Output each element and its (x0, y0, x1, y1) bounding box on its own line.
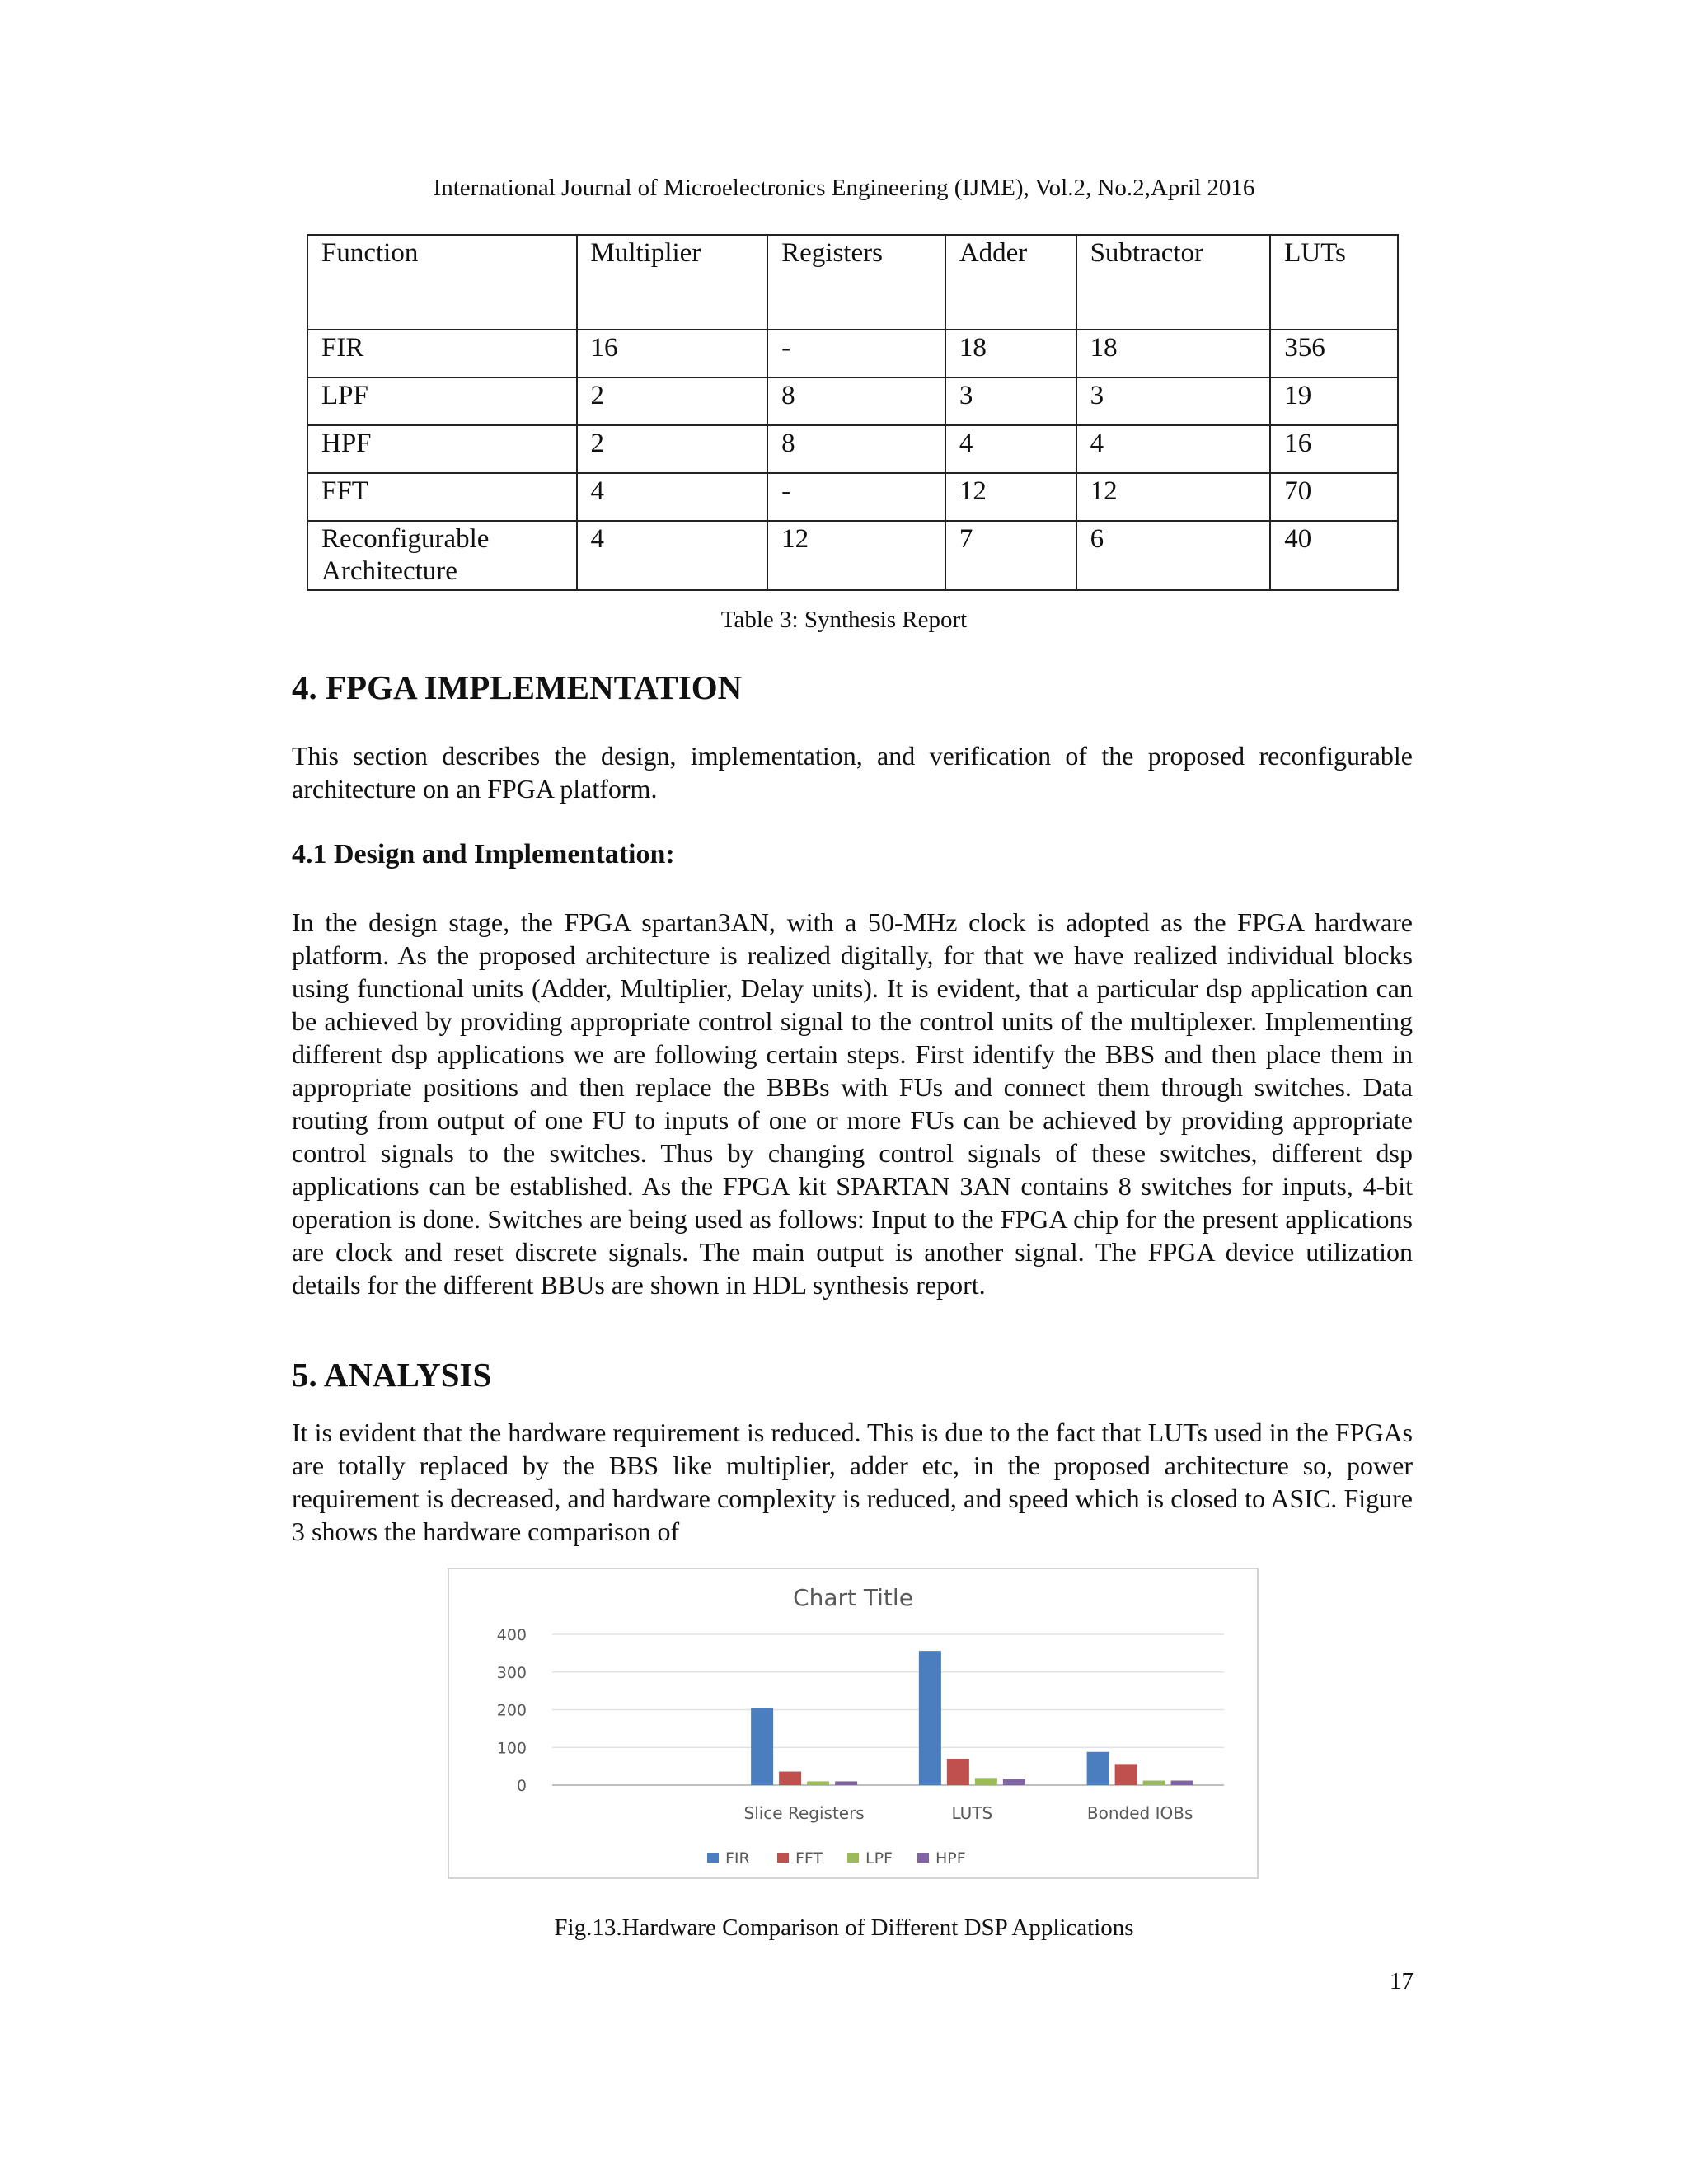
table-cell: HPF (307, 425, 577, 473)
bar-lpf (807, 1781, 829, 1785)
bar-fir (919, 1651, 941, 1785)
x-category-label: Bonded IOBs (1086, 1803, 1193, 1823)
table-cell: 356 (1270, 330, 1398, 377)
table-cell: 18 (945, 330, 1076, 377)
section-heading-analysis: 5. ANALYSIS (292, 1356, 492, 1394)
table-cell: 3 (1076, 377, 1271, 425)
chart-bars (751, 1651, 1193, 1785)
table-header-cell: LUTs (1270, 235, 1398, 330)
table-header-cell: Adder (945, 235, 1076, 330)
table-row (307, 521, 1398, 590)
chart-legend (707, 1849, 966, 1868)
table-cell: 3 (945, 377, 1076, 425)
table-cell: FIR (307, 330, 577, 377)
table-cell: 18 (1076, 330, 1271, 377)
legend-label: FFT (795, 1849, 823, 1868)
table-cell: 70 (1270, 473, 1398, 521)
bar-fft (779, 1772, 801, 1785)
journal-header: International Journal of Microelectronics Engineering (IJME), Vol.2, No.2,April 2016 (433, 175, 1255, 201)
chart-gridlines (552, 1634, 1224, 1785)
bar-lpf (1143, 1781, 1165, 1785)
table-cell: 12 (945, 473, 1076, 521)
y-tick-label: 300 (496, 1663, 527, 1682)
figure-caption: Fig.13.Hardware Comparison of Different DSP Applications (554, 1915, 1134, 1941)
chart-title: Chart Title (793, 1584, 913, 1611)
legend-label: HPF (935, 1849, 966, 1868)
table-header-cell: Registers (767, 235, 945, 330)
table-header-cell: Function (307, 235, 577, 330)
table-cell: 4 (945, 425, 1076, 473)
table-cell: LPF (307, 377, 577, 425)
x-category-label: LUTS (951, 1803, 993, 1823)
bar-fir (1087, 1752, 1109, 1785)
bar-fir (751, 1708, 773, 1785)
legend-swatch (847, 1853, 859, 1863)
table-caption: Table 3: Synthesis Report (720, 607, 968, 633)
bar-lpf (975, 1778, 997, 1785)
y-tick-label: 100 (496, 1739, 527, 1758)
table-cell: 2 (577, 377, 768, 425)
bar-hpf (1171, 1781, 1193, 1785)
bar-fft (1115, 1764, 1137, 1785)
y-tick-label: 0 (516, 1777, 527, 1795)
table-cell: 8 (767, 425, 945, 473)
table-cell: - (767, 330, 945, 377)
table-cell: 16 (577, 330, 768, 377)
legend-label: FIR (725, 1849, 750, 1868)
y-tick-label: 200 (496, 1701, 527, 1720)
table-row (307, 425, 1398, 473)
analysis-paragraph: It is evident that the hardware requirement is reduced. This is due to the fact that LUTs used in the FPGAs are totally replaced by the BBS like multiplier, adder etc, in the proposed architecture so, power requirement is decreased, and hardware complexity is reduced, and speed which is closed to ASIC. Figure 3 shows the hardware comparison of (292, 1418, 1413, 1546)
table-header-row (307, 235, 1398, 330)
table-cell: 4 (1076, 425, 1271, 473)
synthesis-table (307, 234, 1399, 591)
bar-hpf (835, 1781, 857, 1785)
hardware-comparison-chart (448, 1568, 1259, 1879)
table-cell: 2 (577, 425, 768, 473)
table-cell: 8 (767, 377, 945, 425)
table-header-cell: Multiplier (577, 235, 768, 330)
table-cell: 4 (577, 473, 768, 521)
legend-label: LPF (865, 1849, 893, 1868)
table-cell: Reconfigurable Architecture (307, 521, 577, 590)
y-tick-label: 400 (496, 1626, 527, 1644)
x-category-label: Slice Registers (743, 1803, 865, 1823)
design-paragraph: In the design stage, the FPGA spartan3AN, with a 50-MHz clock is adopted as the FPGA hardware platform. As the proposed architecture is realized digitally, for that we have realized individual blocks using functional units (Adder, Multiplier, Delay units). It is evident, that a particular dsp application can be achieved by providing appropriate control signal to the control units of the multiplexer. Implementing different dsp applications we are following certain steps. First identify the BBS and then place them in appropriate positions and then replace the BBBs with FUs and connect them through switches. Data routing from output of one FU to inputs of one or more FUs can be achieved by providing appropriate control signals to the switches. Thus by changing control signals of these switches, different dsp applications can be established. As the FPGA kit SPARTAN 3AN contains 8 switches for inputs, 4-bit operation is done. Switches are being used as follows: Input to the FPGA chip for the present applications are clock and reset discrete signals. The main output is another signal. The FPGA device utilization details for the different BBUs are shown in HDL synthesis report. (292, 907, 1413, 1300)
legend-swatch (917, 1853, 929, 1863)
table-cell: 16 (1270, 425, 1398, 473)
section-intro-paragraph: This section describes the design, implementation, and verification of the proposed reconfigurable architecture on an FPGA platform. (292, 741, 1413, 804)
bar-fft (947, 1759, 969, 1785)
table-cell: 7 (945, 521, 1076, 590)
legend-swatch (707, 1853, 719, 1863)
table-row (307, 330, 1398, 377)
table-header-cell: Subtractor (1076, 235, 1271, 330)
chart-x-labels (744, 1803, 1193, 1823)
legend-swatch (777, 1853, 789, 1863)
chart-svg (449, 1569, 1257, 1877)
section-heading-fpga-implementation: 4. FPGA IMPLEMENTATION (292, 668, 743, 706)
subsection-heading-design-implementation: 4.1 Design and Implementation: (292, 839, 675, 869)
table-cell: 19 (1270, 377, 1398, 425)
table-cell: 12 (767, 521, 945, 590)
table-cell: FFT (307, 473, 577, 521)
table-cell: - (767, 473, 945, 521)
table-row (307, 473, 1398, 521)
table-cell: 6 (1076, 521, 1271, 590)
table-cell: 12 (1076, 473, 1271, 521)
table-cell: 40 (1270, 521, 1398, 590)
bar-hpf (1003, 1779, 1025, 1785)
table-cell: 4 (577, 521, 768, 590)
page-number: 17 (1390, 1968, 1414, 1994)
chart-y-ticks (497, 1626, 527, 1795)
table-row (307, 377, 1398, 425)
